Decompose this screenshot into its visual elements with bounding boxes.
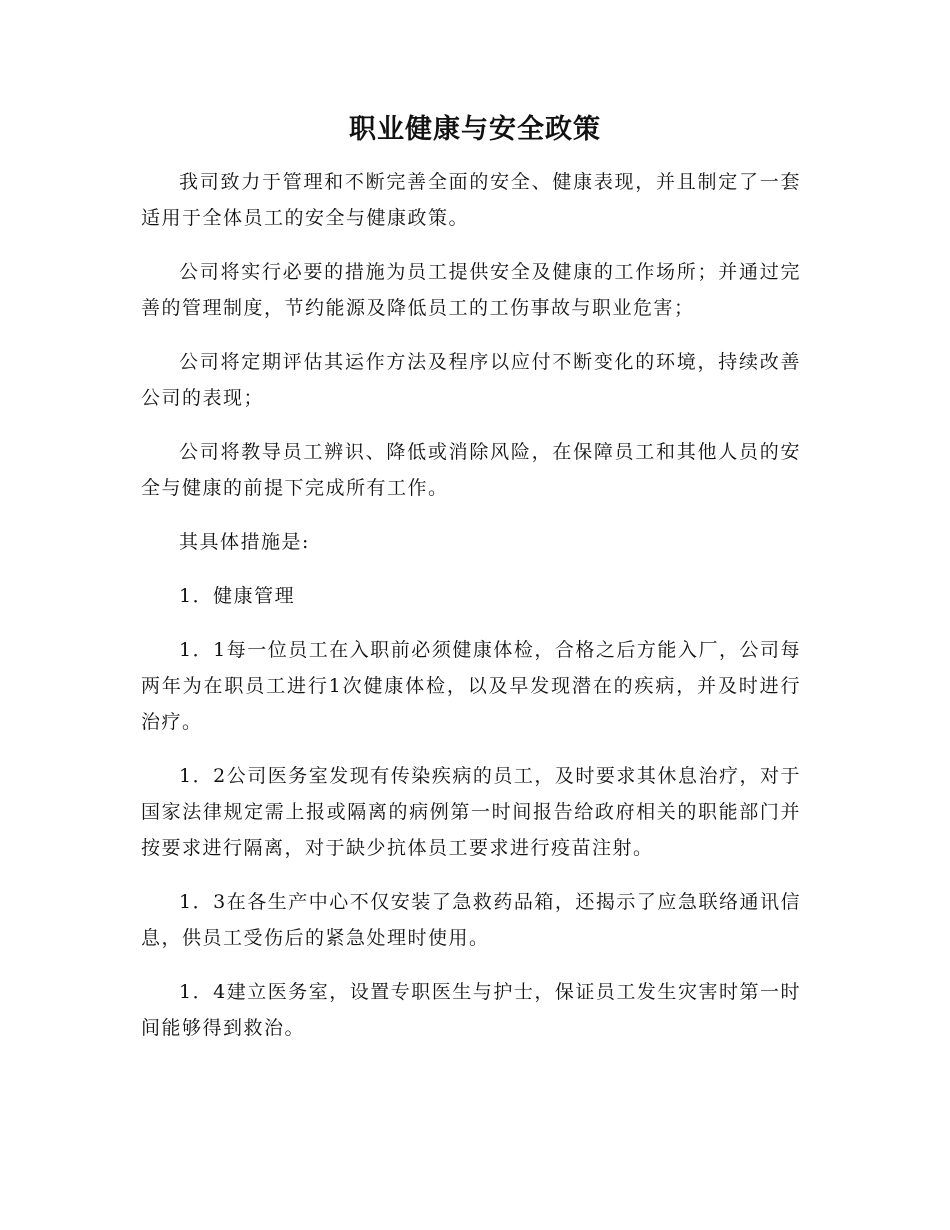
- section-heading-health: 1．健康管理: [179, 585, 296, 607]
- paragraph-workplace: 公司将实行必要的措施为员工提供安全及健康的工作场所；并通过完善的管理制度，节约能源及降低员工的工伤事故与职业危害；: [141, 261, 801, 319]
- document-body: [141, 164, 801, 1064]
- document-title: 职业健康与安全政策: [349, 114, 601, 145]
- paragraph-evaluation: 公司将定期评估其运作方法及程序以应付不断变化的环境，持续改善公司的表现；: [141, 351, 801, 409]
- paragraph-intro: 我司致力于管理和不断完善全面的安全、健康表现，并且制定了一套适用于全体员工的安全与健康政策。: [141, 171, 801, 229]
- paragraph-1-3: 1．3在各生产中心不仅安装了急救药品箱，还揭示了应急联络通讯信息，供员工受伤后的紧急处理时使用。: [141, 891, 801, 949]
- paragraph-1-4: 1．4建立医务室，设置专职医生与护士，保证员工发生灾害时第一时间能够得到救治。: [141, 981, 801, 1039]
- paragraph-risk: 公司将教导员工辨识、降低或消除风险，在保障员工和其他人员的安全与健康的前提下完成所有工作。: [141, 441, 801, 499]
- paragraph-1-1: 1．1每一位员工在入职前必须健康体检，合格之后方能入厂，公司每两年为在职员工进行1次健康体检，以及早发现潜在的疾病，并及时进行治疗。: [141, 639, 801, 733]
- paragraph-1-2: 1．2公司医务室发现有传染疾病的员工，及时要求其休息治疗，对于国家法律规定需上报或隔离的病例第一时间报告给政府相关的职能部门并按要求进行隔离，对于缺少抗体员工要求进行疫苗注射。: [141, 765, 801, 859]
- paragraph-measures-intro: 其具体措施是:: [179, 531, 310, 553]
